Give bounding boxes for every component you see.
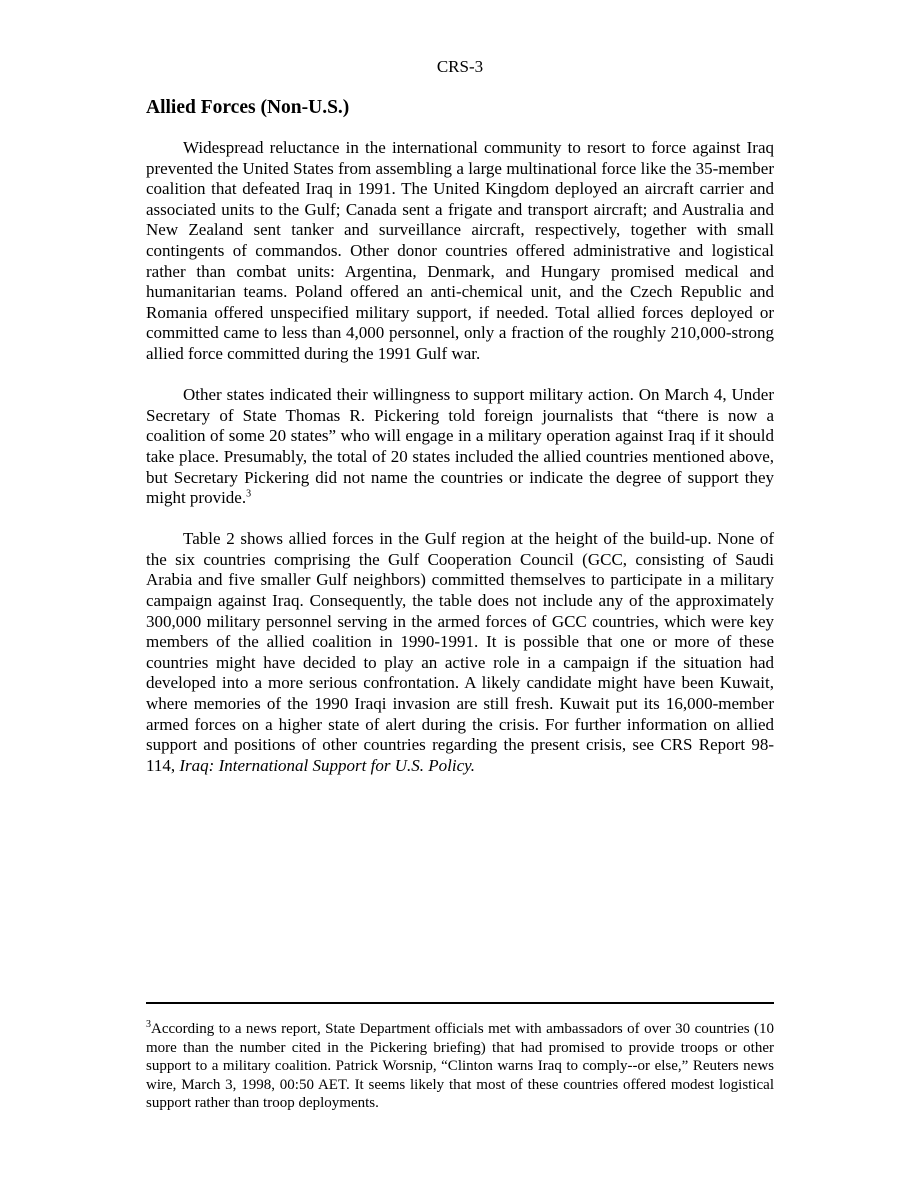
paragraph-1: Widespread reluctance in the international community to resort to force against Iraq prevented the United States from assembling a large multinational force like the 35-member coalition that defeated Iraq in 1991. The United Kingdom deployed an aircraft carrier and associated units to the Gulf; Canada sent a frigate and transport aircraft; and Australia and New Zealand sent tanker and surveillance aircraft, respectively, together with small contingents of commandos. Other donor countries offered administrative and logistical rather than combat units: Argentina, Denmark, and Hungary promised medical and humanitarian teams. Poland offered an anti-chemical unit, and the Czech Republic and Romania offered unspecified military support, if needed. Total allied forces deployed or committed came to less than 4,000 personnel, only a fraction of the roughly 210,000-strong allied force committed during the 1991 Gulf war. bbox=[146, 138, 774, 363]
body-text bbox=[146, 138, 774, 776]
paragraph-2 bbox=[146, 385, 774, 509]
footnote-separator bbox=[146, 1002, 774, 1004]
footnote-text: According to a news report, State Department officials met with ambassadors of over 30 countries (10 more than the number cited in the Pickering briefing) that had promised to provide troops or other support to a military coalition. Patrick Worsnip, “Clinton warns Iraq to comply--or else,” Reuters news wire, March 3, 1998, 00:50 AET. It seems likely that most of these countries offered modest logistical support rather than troop deployments. bbox=[146, 1021, 774, 1112]
page-header: CRS-3 bbox=[436, 57, 484, 76]
paragraph-3-text: Table 2 shows allied forces in the Gulf region at the height of the build-up. None of the six countries comprising the Gulf Cooperation Council (GCC, consisting of Saudi Arabia and five smaller Gulf neighbors) committed themselves to participate in a military campaign against Iraq. Consequently, the table does not include any of the approximately 300,000 military personnel serving in the armed forces of GCC countries, which were key members of the allied coalition in 1990-1991. It is possible that one or more of these countries might have decided to play an active role in a campaign if the situation had developed into a more serious confrontation. A likely candidate might have been Kuwait, where memories of the 1990 Iraqi invasion are still fresh. Kuwait put its 16,000-member armed forces on a higher state of alert during the crisis. For further information on allied support and positions of other countries regarding the present crisis, see CRS Report 98-114, bbox=[146, 529, 774, 775]
footnote-reference-3[interactable]: 3 bbox=[246, 488, 252, 500]
section-heading: Allied Forces (Non-U.S.) bbox=[146, 97, 350, 118]
footnote-3 bbox=[146, 1020, 774, 1113]
report-title: Iraq: International Support for U.S. Policy. bbox=[179, 755, 475, 775]
paragraph-3 bbox=[146, 529, 774, 776]
footnote-number: 3 bbox=[146, 1019, 151, 1030]
paragraph-2-text: Other states indicated their willingness to support military action. On March 4, Under Secretary of State Thomas R. Pickering told foreign journalists that “there is now a coalition of some 20 states” who will engage in a military operation against Iraq if it should take place. Presumably, the total of 20 states included the allied countries mentioned above, but Secretary Pickering did not name the countries or indicate the degree of support they might provide. bbox=[146, 385, 774, 508]
